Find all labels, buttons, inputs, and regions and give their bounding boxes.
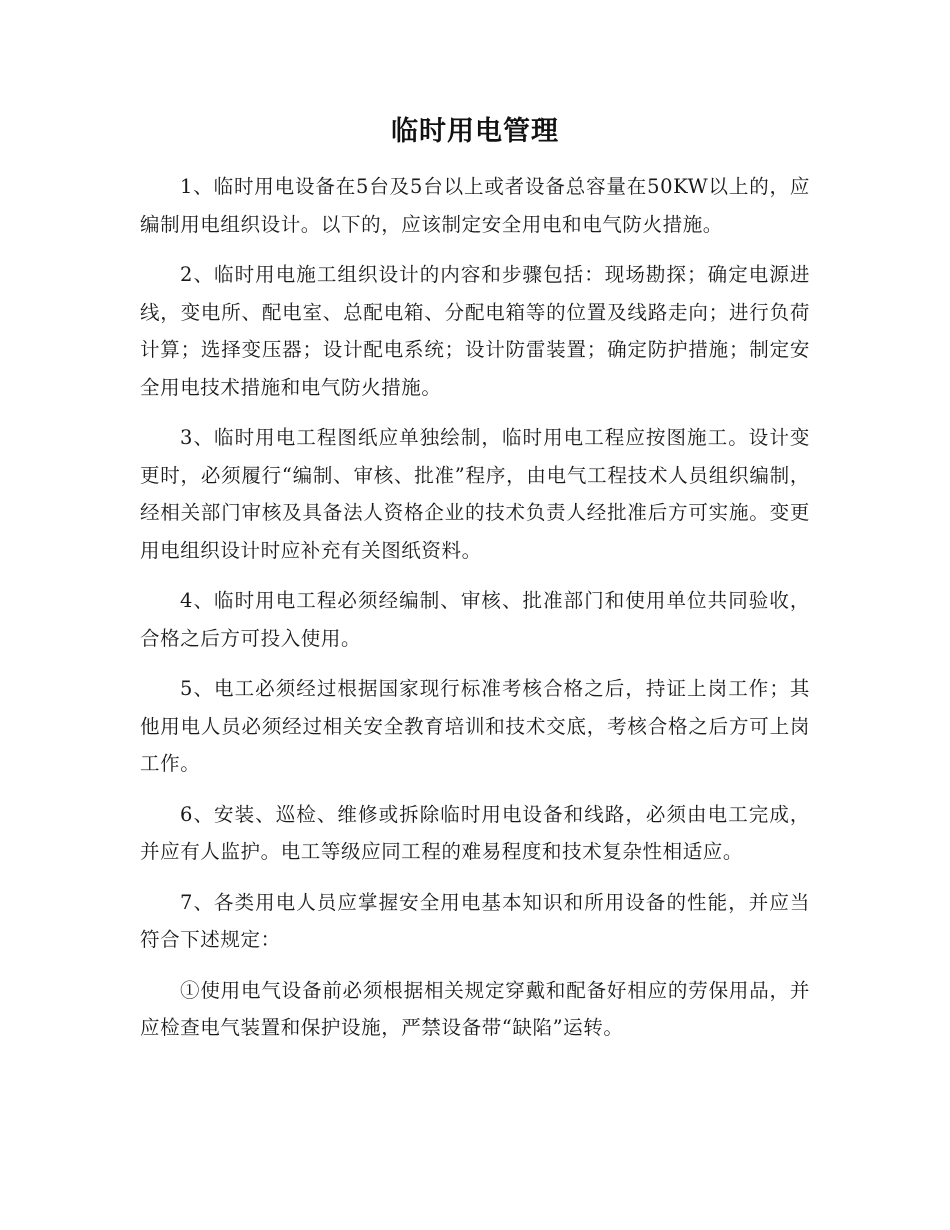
paragraph-7-item-1: ①使用电气设备前必须根据相关规定穿戴和配备好相应的劳保用品，并应检查电气装置和保护设施，严禁设备带“缺陷”运转。 xyxy=(140,978,810,1039)
paragraph-1: 1、临时用电设备在5台及5台以上或者设备总容量在50KW以上的，应编制用电组织设计。以下的，应该制定安全用电和电气防火措施。 xyxy=(140,175,810,236)
paragraph-4: 4、临时用电工程必须经编制、审核、批准部门和使用单位共同验收，合格之后方可投入使用。 xyxy=(140,589,810,650)
paragraph-7: 7、各类用电人员应掌握安全用电基本知识和所用设备的性能，并应当符合下述规定： xyxy=(140,890,810,951)
paragraph-5: 5、电工必须经过根据国家现行标准考核合格之后，持证上岗工作；其他用电人员必须经过相关安全教育培训和技术交底，考核合格之后方可上岗工作。 xyxy=(140,677,810,775)
paragraph-6: 6、安装、巡检、维修或拆除临时用电设备和线路，必须由电工完成，并应有人监护。电工等级应同工程的难易程度和技术复杂性相适应。 xyxy=(140,802,810,863)
document-page xyxy=(140,0,810,1047)
paragraph-3: 3、临时用电工程图纸应单独绘制，临时用电工程应按图施工。设计变更时，必须履行“编制、审核、批准”程序，由电气工程技术人员组织编制，经相关部门审核及具备法人资格企业的技术负责人经批准后方可实施。变更用电组织设计时应补充有关图纸资料。 xyxy=(140,426,810,562)
paragraph-2: 2、临时用电施工组织设计的内容和步骤包括：现场勘探；确定电源进线，变电所、配电室、总配电箱、分配电箱等的位置及线路走向；进行负荷计算；选择变压器；设计配电系统；设计防雷装置；确定防护措施；制定安全用电技术措施和电气防火措施。 xyxy=(140,263,810,399)
document-title: 临时用电管理 xyxy=(391,116,559,147)
